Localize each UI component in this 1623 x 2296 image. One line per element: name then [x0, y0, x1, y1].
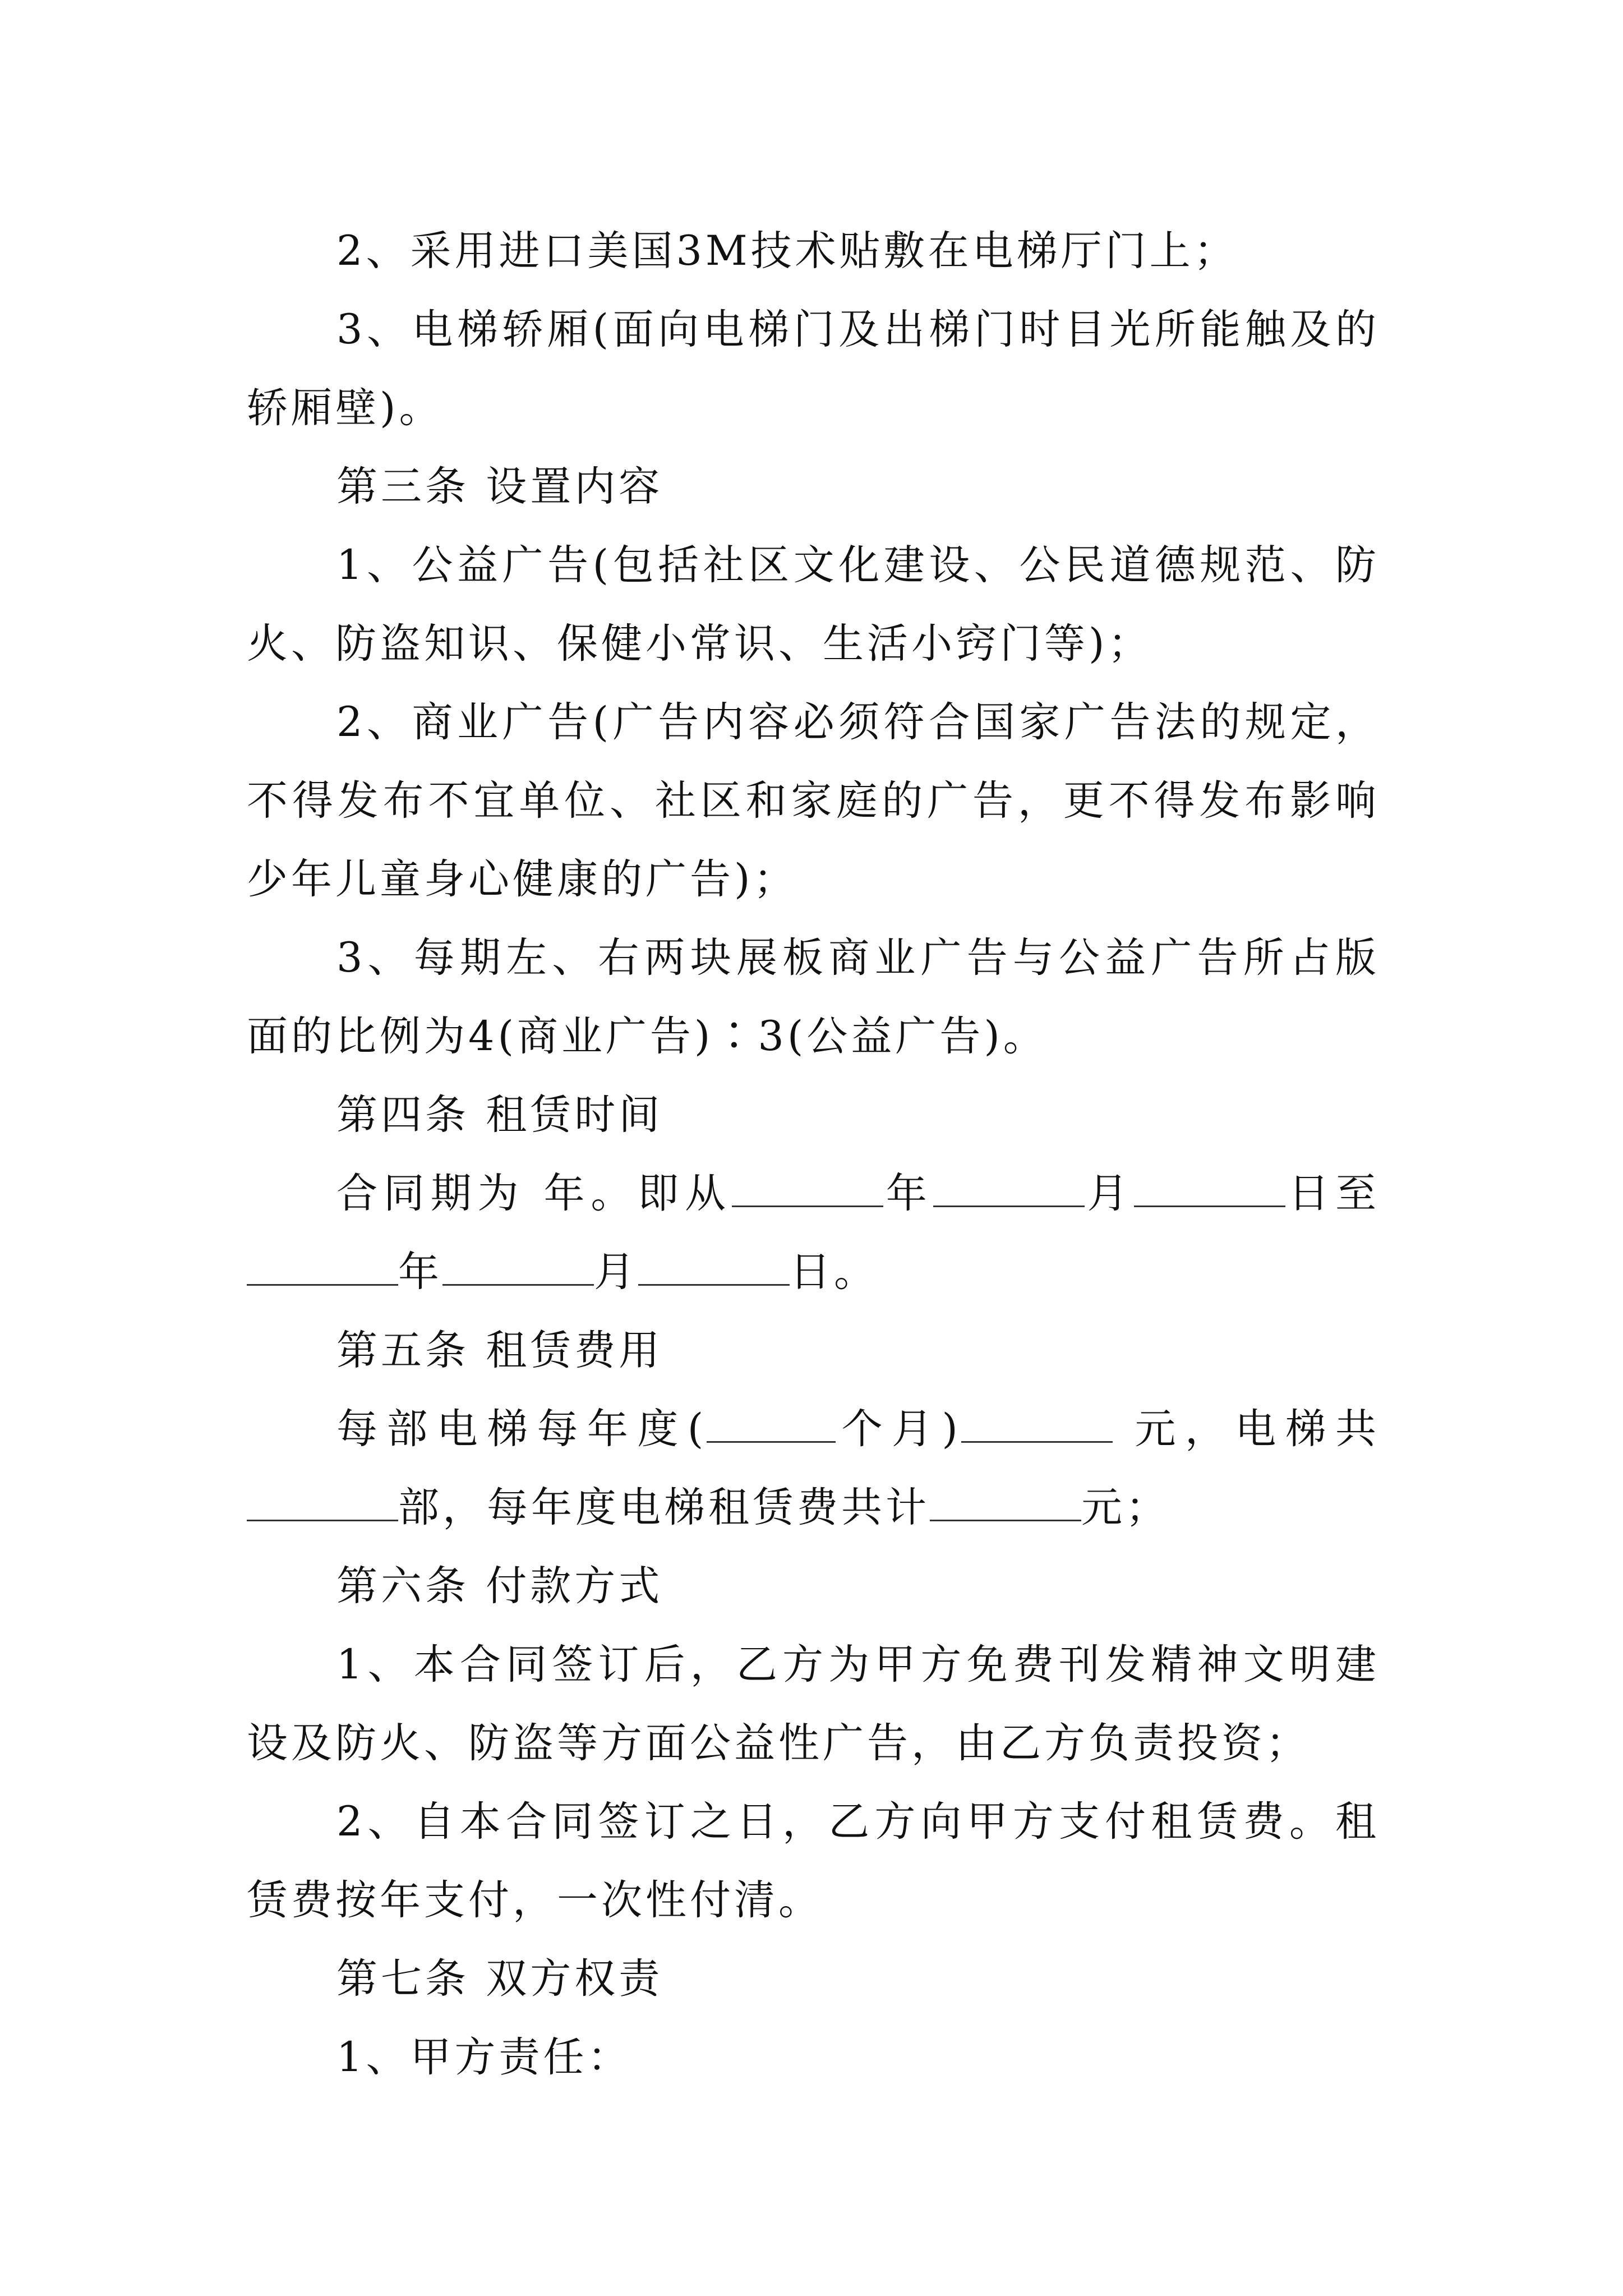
paragraph-party-a-duties: 1、甲方责任： — [336, 2033, 632, 2081]
paragraph-free-publication: 1、本合同签订后，乙方为甲方免费刊发精神文明建设及防火、防盗等方面公益性广告，由乙方负责投资； — [247, 1641, 1380, 1767]
term-text-1: 合同期为 年。即从 — [336, 1170, 732, 1217]
paragraph-lease-term — [247, 1154, 1380, 1312]
fee-text-3: 元，电梯共 — [1112, 1405, 1380, 1453]
fee-per-elevator-blank[interactable] — [961, 1402, 1113, 1443]
end-year-blank[interactable] — [247, 1245, 398, 1286]
term-text-3: 月 — [1084, 1170, 1135, 1217]
start-day-blank[interactable] — [1134, 1166, 1285, 1207]
paragraph-public-ads: 1、公益广告(包括社区文化建设、公民道德规范、防火、防盗知识、保健小常识、生活小窍门等)； — [247, 541, 1380, 668]
elevator-count-blank[interactable] — [247, 1480, 398, 1521]
paragraph-ad-ratio: 3、每期左、右两块展板商业广告与公益广告所占版面的比例为4(商业广告)∶3(公益广告)。 — [247, 934, 1380, 1060]
start-month-blank[interactable] — [933, 1166, 1085, 1207]
article-5-heading: 第五条 租赁费用 — [336, 1327, 663, 1374]
term-text-6: 月 — [594, 1248, 638, 1296]
article-3-heading: 第三条 设置内容 — [336, 463, 663, 510]
term-text-5: 年 — [398, 1248, 442, 1296]
term-text-4: 日至 — [1285, 1170, 1380, 1217]
annual-total-blank[interactable] — [930, 1480, 1081, 1521]
article-7-heading: 第七条 双方权责 — [336, 1955, 663, 2003]
end-month-blank[interactable] — [442, 1245, 594, 1286]
paragraph-install-car-walls: 3、电梯轿厢(面向电梯门及出梯门时目光所能触及的轿厢壁)。 — [247, 306, 1380, 432]
article-6-heading: 第六条 付款方式 — [336, 1562, 663, 1610]
paragraph-install-hall-doors: 2、采用进口美国3M技术贴敷在电梯厅门上； — [336, 227, 1238, 275]
paragraph-payment: 2、自本合同签订之日，乙方向甲方支付租赁费。租赁费按年支付，一次性付清。 — [247, 1798, 1380, 1924]
paragraph-lease-fee — [247, 1390, 1380, 1547]
start-year-blank[interactable] — [732, 1166, 883, 1207]
months-blank[interactable] — [707, 1402, 836, 1443]
fee-text-5: 元； — [1081, 1484, 1170, 1531]
paragraph-commercial-ads: 2、商业广告(广告内容必须符合国家广告法的规定，不得发布不宜单位、社区和家庭的广告，更不得发布影响少年儿童身心健康的广告)； — [247, 698, 1380, 903]
fee-text-2: 个月) — [836, 1405, 961, 1453]
term-text-7: 日。 — [790, 1248, 878, 1296]
document-body — [247, 212, 1380, 2097]
article-4-heading: 第四条 租赁时间 — [336, 1091, 663, 1139]
end-day-blank[interactable] — [638, 1245, 790, 1286]
fee-text-1: 每部电梯每年度( — [336, 1405, 707, 1453]
fee-text-4: 部，每年度电梯租赁费共计 — [398, 1484, 930, 1531]
term-text-2: 年 — [883, 1170, 933, 1217]
